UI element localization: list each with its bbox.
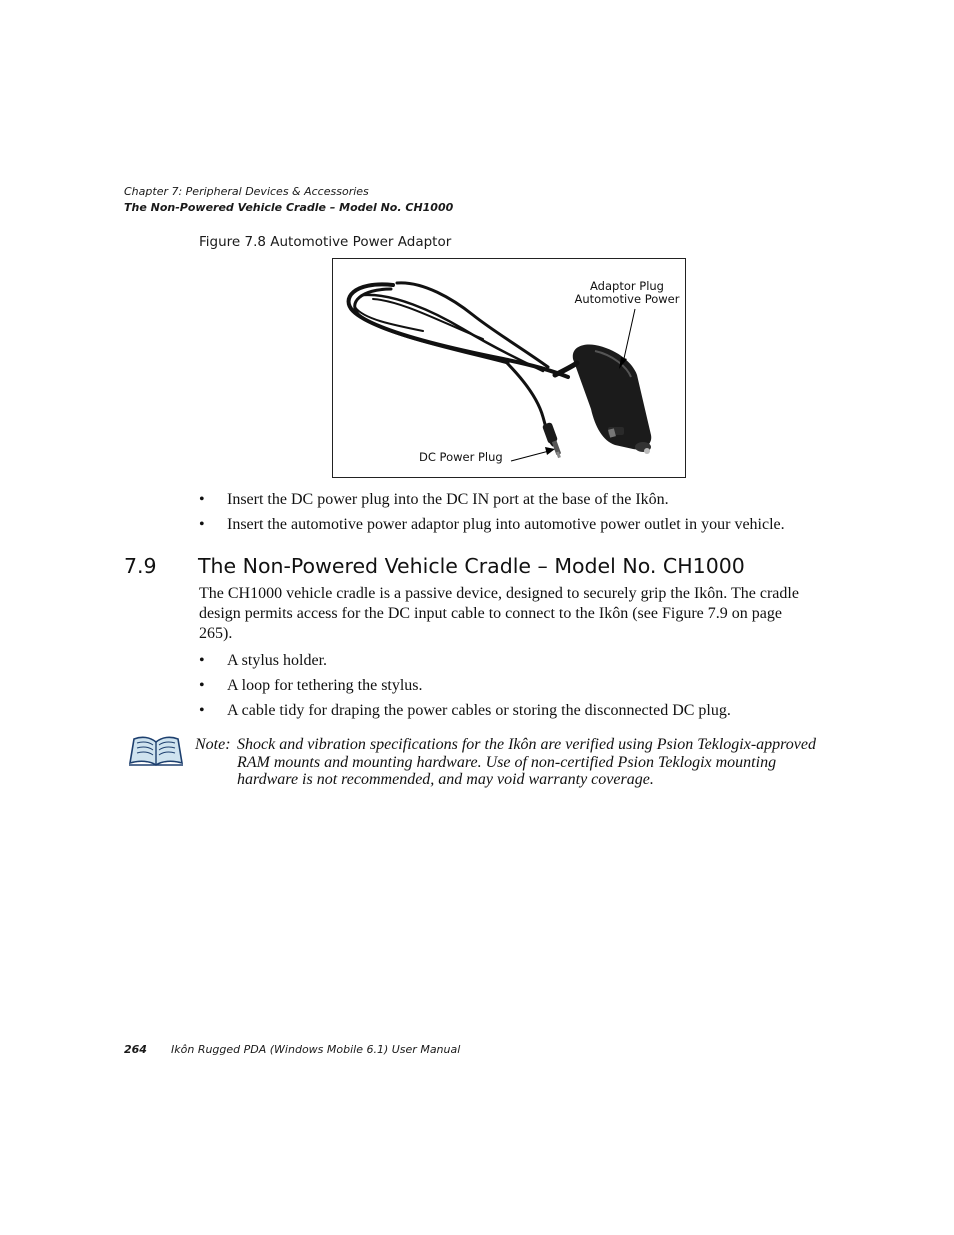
note-text: Shock and vibration specifications for the Ikôn are verified using Psion Teklogix-approved RAM mounts and mounting hardware. Use of non-certified Psion Teklogix mounting hardware is not recommended, and may void warranty coverage. — [237, 736, 817, 788]
footer-page-number: 264 — [124, 1043, 147, 1056]
list-item-text: Insert the DC power plug into the DC IN port at the base of the Ikôn. — [227, 491, 669, 508]
list-item-text: A stylus holder. — [227, 652, 328, 669]
callout-dc-power-plug: DC Power Plug — [419, 450, 503, 464]
bullet-glyph: • — [199, 491, 205, 508]
callout-adaptor-line1: Adaptor Plug — [590, 279, 664, 293]
note-label: Note: — [195, 736, 231, 753]
figure-automotive-power-adaptor — [332, 258, 686, 478]
list-item-text: A cable tidy for draping the power cables or storing the disconnected DC plug. — [227, 702, 731, 719]
bullet-glyph: • — [199, 652, 205, 669]
section-number: 7.9 — [124, 554, 157, 578]
footer-manual-title: Ikôn Rugged PDA (Windows Mobile 6.1) User Manual — [171, 1043, 461, 1056]
bullet-glyph: • — [199, 702, 205, 719]
callout-adaptor-line2: Automotive Power — [574, 292, 680, 306]
figure-caption: Figure 7.8 Automotive Power Adaptor — [199, 234, 452, 250]
section-title: The Non-Powered Vehicle Cradle – Model No. CH1000 — [198, 554, 745, 578]
running-header-chapter: Chapter 7: Peripheral Devices & Accessories — [124, 185, 369, 198]
section-paragraph: The CH1000 vehicle cradle is a passive device, designed to securely grip the Ikôn. The cradle design permits access for the DC input cable to connect to the Ikôn (see Figure 7.9 on page 265). — [199, 585, 799, 642]
bullet-glyph: • — [199, 677, 205, 694]
open-book-icon — [128, 733, 184, 767]
bullet-glyph: • — [199, 516, 205, 533]
callout-adaptor-plug — [569, 280, 685, 306]
list-item-text: A loop for tethering the stylus. — [227, 677, 423, 694]
list-item-text: Insert the automotive power adaptor plug into automotive power outlet in your vehicle. — [227, 516, 785, 533]
running-header-section: The Non-Powered Vehicle Cradle – Model No. CH1000 — [124, 201, 454, 214]
